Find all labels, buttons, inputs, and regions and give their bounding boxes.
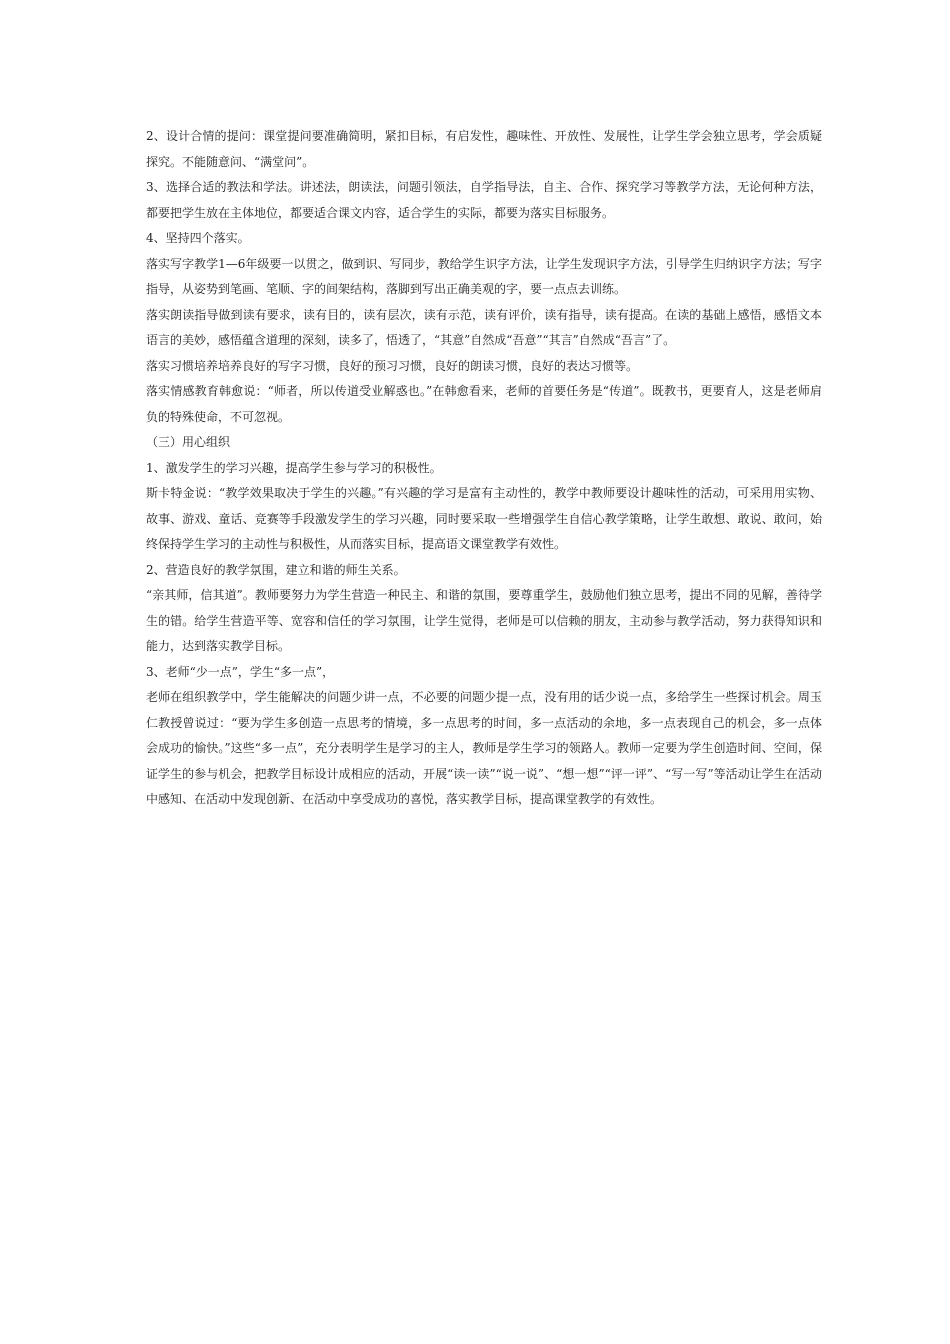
paragraph-teaching-methods: 3、选择合适的教法和学法。讲述法，朗读法，问题引领法，自学指导法，自主、合作、探究学习等教学方法，无论何种方法，都要把学生放在主体地位，都要适合课文内容，适合学生的实际，都要为落实目标服务。 (146, 180, 822, 220)
paragraph-writing-teaching: 落实写字教学1—6年级要一以贯之，做到识、写同步，教给学生识字方法，让学生发现识字方法，引导学生归纳识字方法；写字指导，从姿势到笔画、笔顺、字的间架结构，落脚到写出正确美观的字，要一点点去训练。 (146, 256, 822, 296)
paragraph-emotional-education: 落实情感教育韩愈说：“师者，所以传道受业解惑也。”在韩愈看来，老师的首要任务是“传道”。既教书，更要育人，这是老师肩负的特殊使命，不可忽视。 (146, 384, 822, 424)
document-body (146, 124, 822, 813)
paragraph-reading-guidance: 落实朗读指导做到读有要求，读有目的，读有层次，读有示范，读有评价，读有指导，读有提高。在读的基础上感悟，感悟文本语言的美妙，感悟蕴含道理的深刻，读多了，悟透了，“其意”自然成“吾意”“其言”自然成“吾言”了。 (146, 307, 822, 347)
paragraph-atmosphere-heading: 2、营造良好的教学氛围，建立和谐的师生关系。 (146, 562, 406, 577)
paragraph-less-more-heading: 3、老师“少一点”，学生“多一点”， (146, 664, 335, 679)
paragraph-interest-heading: 1、激发学生的学习兴趣，提高学生参与学习的积极性。 (146, 460, 442, 475)
paragraph-four-implementations-heading: 4、坚持四个落实。 (146, 231, 250, 245)
paragraph-atmosphere-body: “亲其师，信其道”。教师要努力为学生营造一种民主、和谐的氛围，要尊重学生，鼓励他们独立思考，提出不同的见解，善待学生的错。给学生营造平等、宽容和信任的学习氛围，让学生觉得，老师是可以信赖的朋友，主动参与教学活动，努力获得知识和能力，达到落实教学目标。 (146, 588, 822, 653)
section-heading-organization: （三）用心组织 (146, 435, 231, 449)
paragraph-less-more-body: 老师在组织教学中，学生能解决的问题少讲一点，不必要的问题少提一点，没有用的话少说一点，多给学生一些探讨机会。周玉仁教授曾说过：“要为学生多创造一点思考的情境，多一点思考的时间，多一点活动的余地，多一点表现自己的机会，多一点体会成功的愉快。”这些“多一点”，充分表明学生是学习的主人，教师是学生学习的领路人。教师一定要为学生创造时间、空间，保证学生的参与机会，把教学目标设计成相应的活动，开展“读一读”“说一说”、“想一想”“评一评”、“写一写”等活动让学生在活动中感知、在活动中发现创新、在活动中享受成功的喜悦，落实教学目标，提高课堂教学的有效性。 (146, 690, 822, 806)
paragraph-interest-body: 斯卡特金说：“教学效果取决于学生的兴趣。”有兴趣的学习是富有主动性的，教学中教师要设计趣味性的活动，可采用用实物、故事、游戏、童话、竞赛等手段激发学生的学习兴趣，同时要采取一些增强学生自信心教学策略，让学生敢想、敢说、敢问，始终保持学生学习的主动性与积极性，从而落实目标，提高语文课堂教学有效性。 (146, 486, 822, 551)
paragraph-habit-building: 落实习惯培养培养良好的写字习惯，良好的预习习惯，良好的朗读习惯，良好的表达习惯等。 (146, 358, 639, 373)
paragraph-question-design: 2、设计合情的提问：课堂提问要准确简明，紧扣目标，有启发性，趣味性、开放性、发展性，让学生学会独立思考，学会质疑探究。不能随意问、“满堂问”。 (146, 129, 822, 169)
